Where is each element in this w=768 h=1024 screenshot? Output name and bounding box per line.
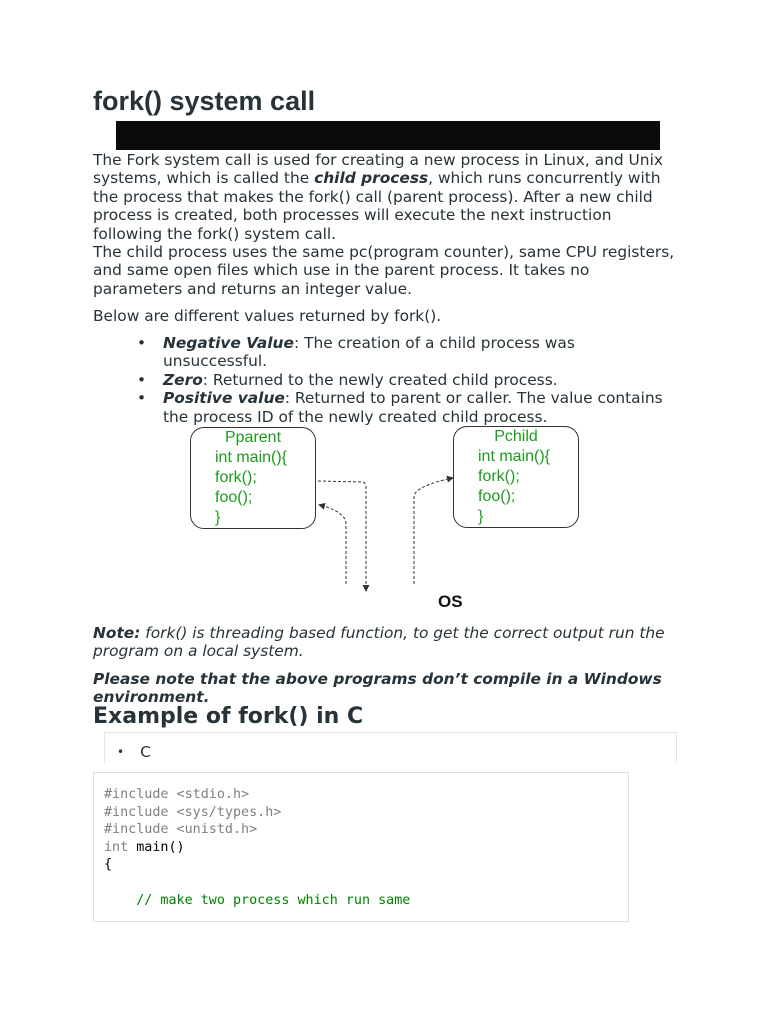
child-process-box bbox=[453, 426, 579, 528]
example-heading: Example of fork() in C bbox=[93, 704, 364, 729]
fork-diagram bbox=[186, 424, 582, 620]
child-code-line: } bbox=[478, 508, 484, 525]
return-term: Positive value bbox=[163, 389, 285, 408]
child-code-line: foo(); bbox=[478, 488, 516, 505]
code-line: #include <sys/types.h> bbox=[104, 804, 282, 820]
redacted-banner bbox=[116, 121, 660, 150]
code-line: #include <stdio.h> bbox=[104, 787, 250, 802]
note-paragraph bbox=[93, 624, 683, 661]
child-code-line: fork(); bbox=[478, 468, 520, 485]
bullet-icon: • bbox=[137, 389, 147, 408]
code-line: #include <unistd.h> bbox=[104, 822, 258, 838]
code-comment: // make two process which run same bbox=[104, 892, 411, 908]
bullet-icon: • bbox=[117, 745, 125, 759]
return-term: Zero bbox=[163, 370, 203, 389]
list-item bbox=[93, 334, 683, 371]
return-desc: : The creation of a child process was unsuccessful. bbox=[163, 334, 575, 371]
tab-label: C bbox=[140, 743, 151, 761]
parent-code-line: } bbox=[215, 509, 221, 526]
list-item bbox=[93, 389, 683, 426]
return-values-list bbox=[93, 334, 683, 426]
child-process-emphasis: child process bbox=[314, 169, 429, 188]
arrow-parent-to-os bbox=[318, 481, 366, 590]
returns-intro: Below are different values returned by fork(). bbox=[93, 307, 442, 325]
bullet-icon: • bbox=[137, 370, 147, 389]
parent-code-line: foo(); bbox=[215, 489, 253, 506]
parent-code-line: fork(); bbox=[215, 469, 257, 486]
tab-c[interactable] bbox=[117, 743, 151, 761]
bullet-icon: • bbox=[137, 334, 147, 352]
page-title: fork() system call bbox=[93, 86, 316, 116]
intro-text-2: , which runs concurrently with the process that makes the fork() call (parent process). After a new child process is created, both processes will execute the next instruction following the fork() system call. bbox=[93, 169, 661, 243]
language-tabs bbox=[104, 732, 677, 763]
arrow-os-to-child bbox=[414, 478, 452, 584]
code-line bbox=[104, 840, 185, 855]
note-label: Note: bbox=[93, 624, 141, 642]
windows-note: Please note that the above programs don’t compile in a Windows environment. bbox=[93, 670, 662, 707]
code-block[interactable] bbox=[93, 772, 629, 922]
parent-heading: Pparent bbox=[224, 429, 282, 446]
parent-process-box bbox=[190, 427, 316, 529]
code-text: main() bbox=[128, 839, 185, 855]
arrow-os-to-parent bbox=[320, 505, 346, 584]
return-desc: : Returned to parent or caller. The value contains the process ID of the newly created child process. bbox=[163, 389, 663, 426]
parent-code-line: int main(){ bbox=[215, 449, 288, 466]
intro-text-1: The Fork system call is used for creating a new process in Linux, and Unix systems, which is called the bbox=[93, 151, 663, 188]
code-line: { bbox=[104, 857, 113, 873]
child-code-line: int main(){ bbox=[478, 448, 551, 465]
os-label: OS bbox=[438, 592, 463, 611]
return-desc: : Returned to the newly created child process. bbox=[202, 370, 558, 389]
list-item bbox=[93, 371, 683, 389]
intro-text-3: The child process uses the same pc(program counter), same CPU registers, and same open files which use in the parent process. It takes no parameters and returns an integer value. bbox=[93, 243, 675, 298]
child-heading: Pchild bbox=[494, 428, 538, 445]
return-term: Negative Value bbox=[163, 334, 294, 352]
code-keyword: int bbox=[104, 839, 129, 855]
code-content bbox=[104, 786, 410, 909]
intro-paragraph bbox=[93, 151, 683, 298]
note-text: fork() is threading based function, to get the correct output run the program on a local system. bbox=[93, 624, 665, 661]
